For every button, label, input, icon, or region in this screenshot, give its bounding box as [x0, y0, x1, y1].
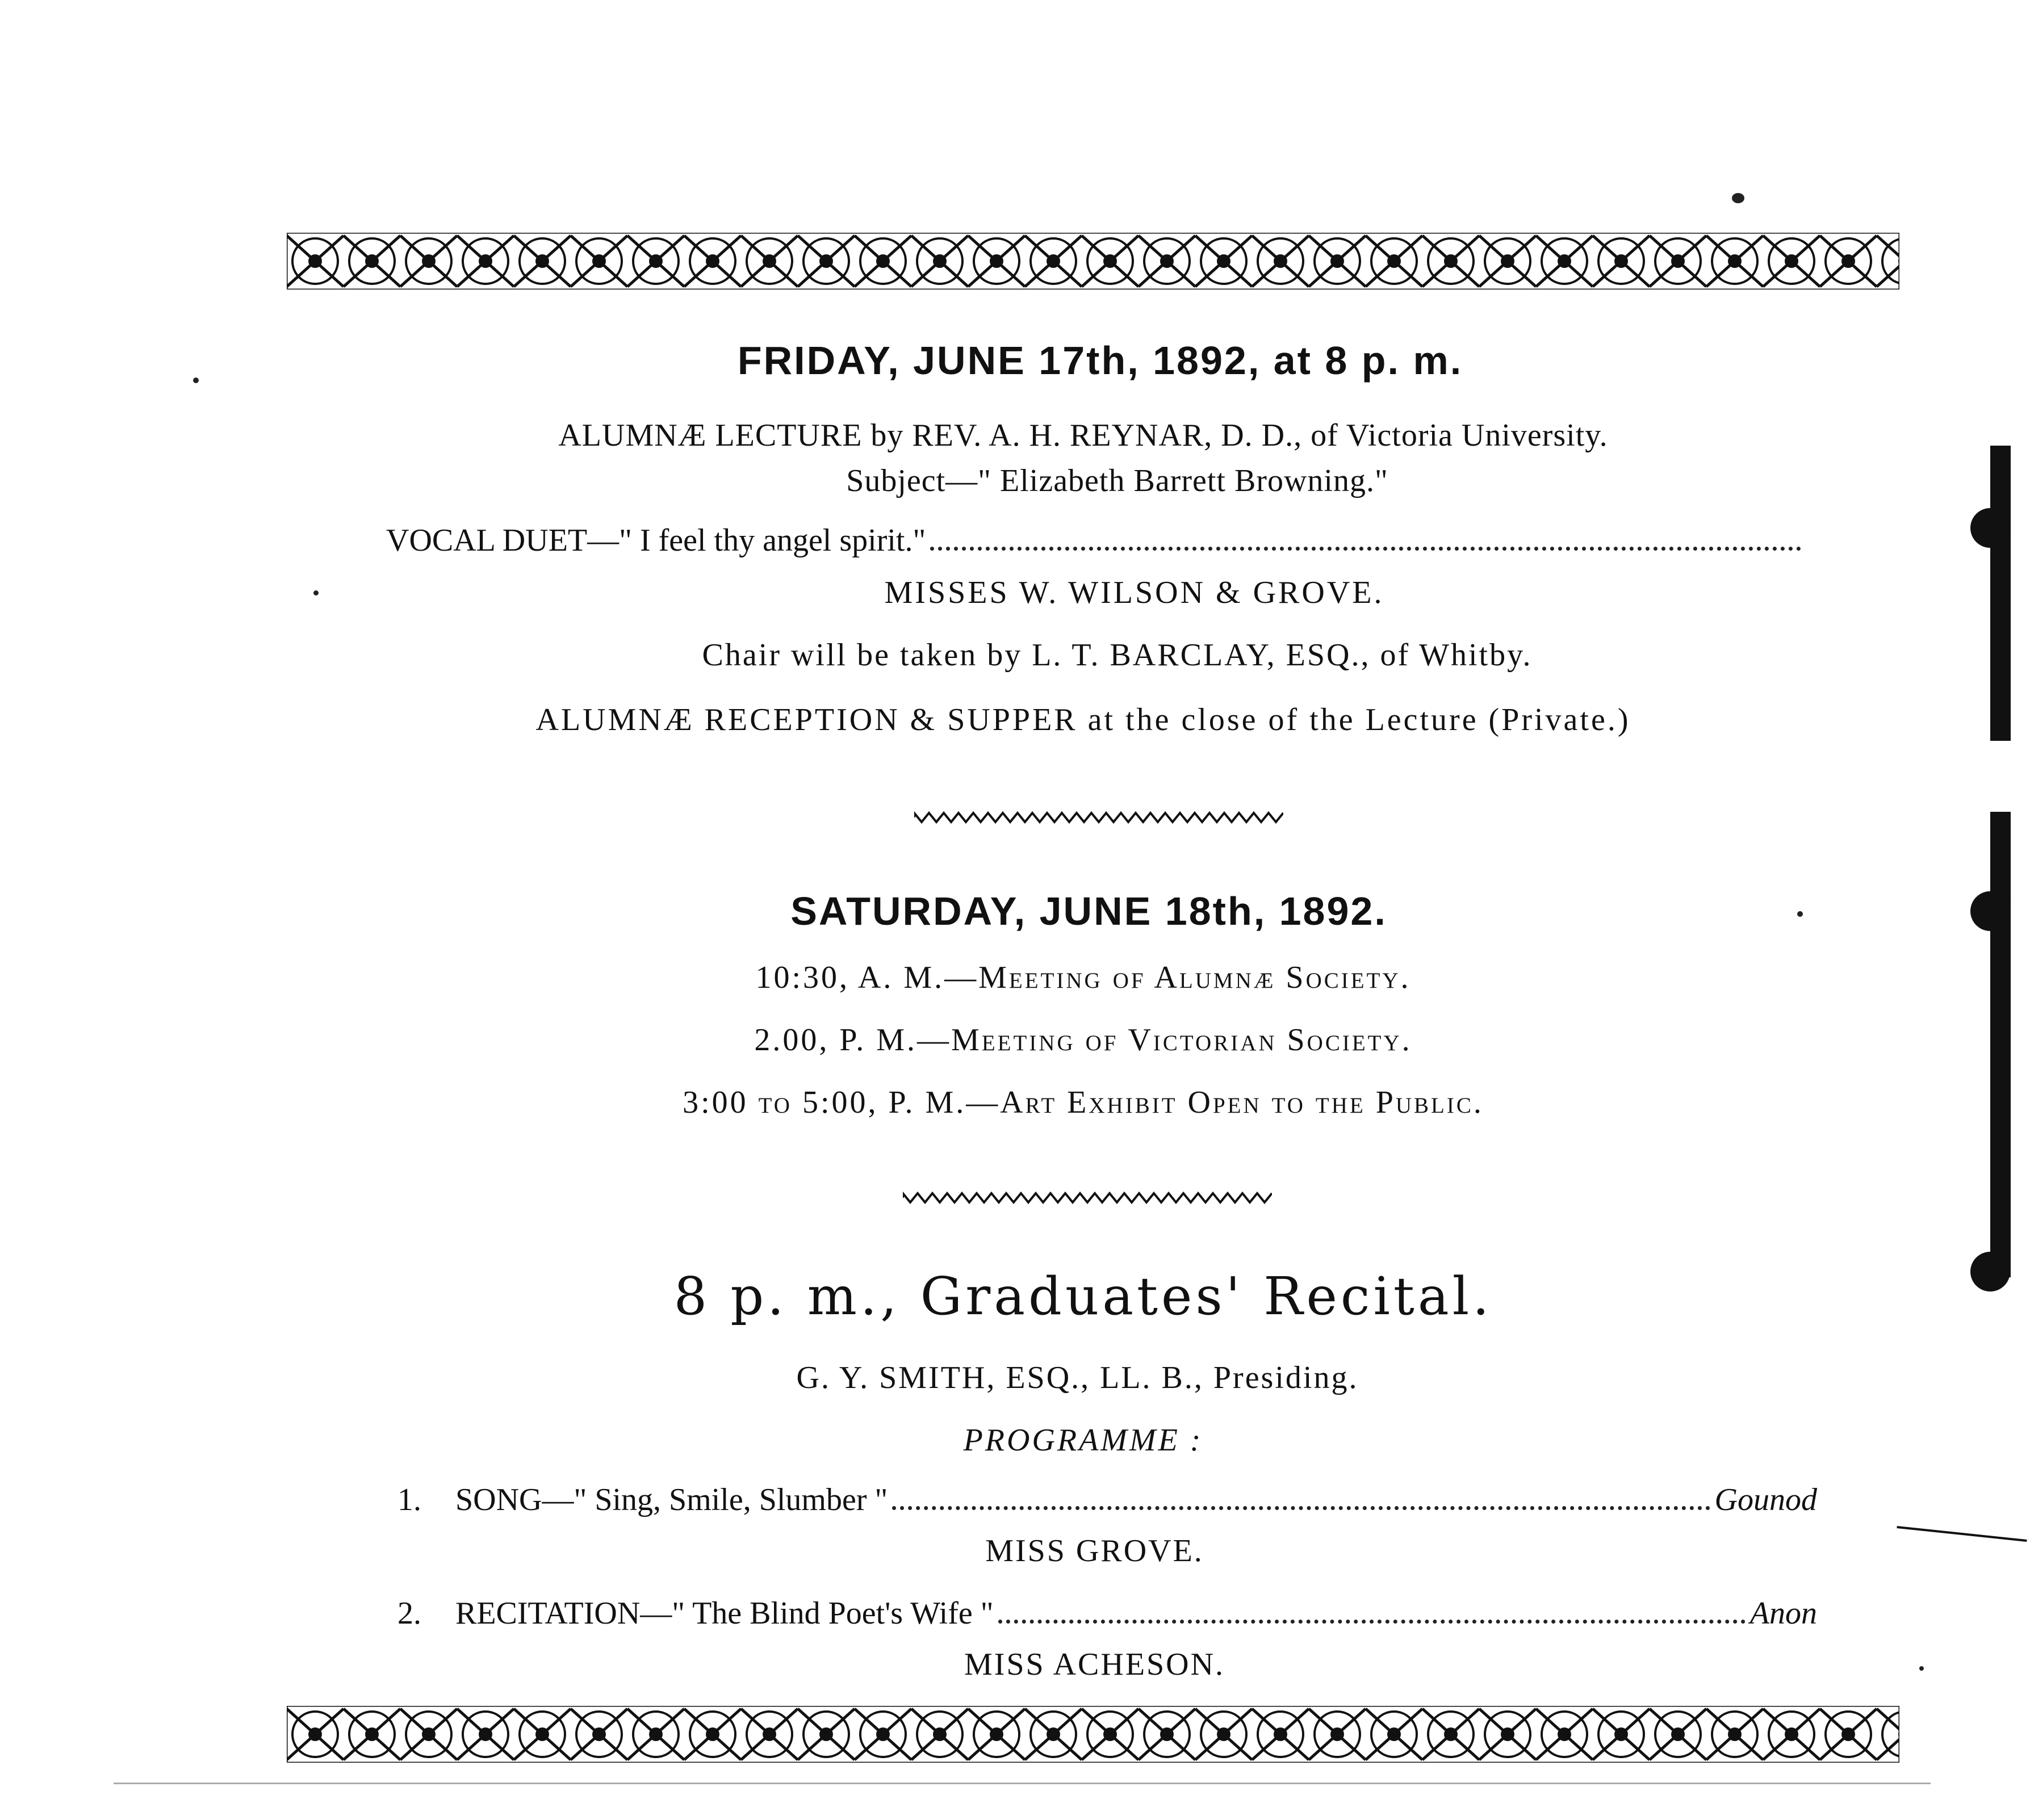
binding-mark — [1990, 446, 2011, 741]
scan-speck — [1919, 1666, 1924, 1671]
item-performer: MISS ACHESON. — [964, 1647, 1225, 1682]
friday-duet-performers: MISSES W. WILSON & GROVE. — [884, 575, 1384, 610]
item-performer: MISS GROVE. — [985, 1533, 1204, 1569]
binding-mark — [1970, 1252, 2010, 1291]
programme-item-2 — [397, 1595, 1817, 1632]
saturday-event-3: 3:00 to 5:00, P. M.—Art Exhibit Open to the Public. — [683, 1085, 1484, 1120]
top-ornamental-border — [287, 233, 1899, 290]
item-composer: Gounod — [1714, 1482, 1817, 1517]
friday-duet-line — [386, 522, 1806, 559]
wavy-divider — [903, 1189, 1272, 1206]
leader-dots — [998, 1620, 1746, 1624]
programme-label: PROGRAMME : — [963, 1423, 1203, 1458]
scan-speck — [1732, 193, 1744, 203]
scan-speck — [1797, 911, 1803, 917]
item-number: 1. — [397, 1482, 421, 1517]
recital-presiding: G. Y. SMITH, ESQ., LL. B., Presiding. — [796, 1360, 1359, 1395]
binding-mark — [1970, 891, 2010, 931]
friday-lecture: ALUMNÆ LECTURE by REV. A. H. REYNAR, D. D., of Victoria University. — [558, 418, 1608, 453]
scan-speck — [193, 378, 199, 383]
saturday-heading: SATURDAY, JUNE 18th, 1892. — [790, 889, 1387, 933]
programme-item-1 — [397, 1482, 1817, 1518]
wavy-divider — [914, 809, 1283, 826]
leader-dots — [892, 1506, 1710, 1510]
recital-heading: 8 p. m., Graduates' Recital. — [673, 1266, 1493, 1327]
item-number: 2. — [397, 1596, 421, 1631]
item-composer: Anon — [1749, 1596, 1817, 1631]
scan-speck — [313, 590, 319, 596]
friday-heading: FRIDAY, JUNE 17th, 1892, at 8 p. m. — [737, 338, 1463, 383]
friday-reception: ALUMNÆ RECEPTION & SUPPER at the close of the Lecture (Private.) — [535, 702, 1631, 737]
item-title: RECITATION—" The Blind Poet's Wife " — [455, 1596, 994, 1631]
binding-mark — [1990, 812, 2011, 1277]
bottom-ornamental-border — [287, 1706, 1899, 1763]
ornament-band-svg — [287, 233, 1899, 290]
saturday-event-2: 2.00, P. M.—Meeting of Victorian Society. — [754, 1022, 1412, 1058]
item-title: SONG—" Sing, Smile, Slumber " — [455, 1482, 888, 1517]
ornament-band-svg — [287, 1706, 1899, 1763]
scan-stroke — [114, 1783, 1931, 1784]
friday-chair: Chair will be taken by L. T. BARCLAY, ESQ., of Whitby. — [702, 638, 1533, 673]
binding-mark — [1970, 508, 2010, 548]
friday-duet-label: VOCAL DUET—" I feel thy angel spirit." — [386, 523, 926, 558]
leader-dots — [930, 547, 1801, 551]
friday-subject: Subject—" Elizabeth Barrett Browning." — [846, 463, 1388, 498]
saturday-event-1: 10:30, A. M.—Meeting of Alumnæ Society. — [755, 960, 1411, 995]
